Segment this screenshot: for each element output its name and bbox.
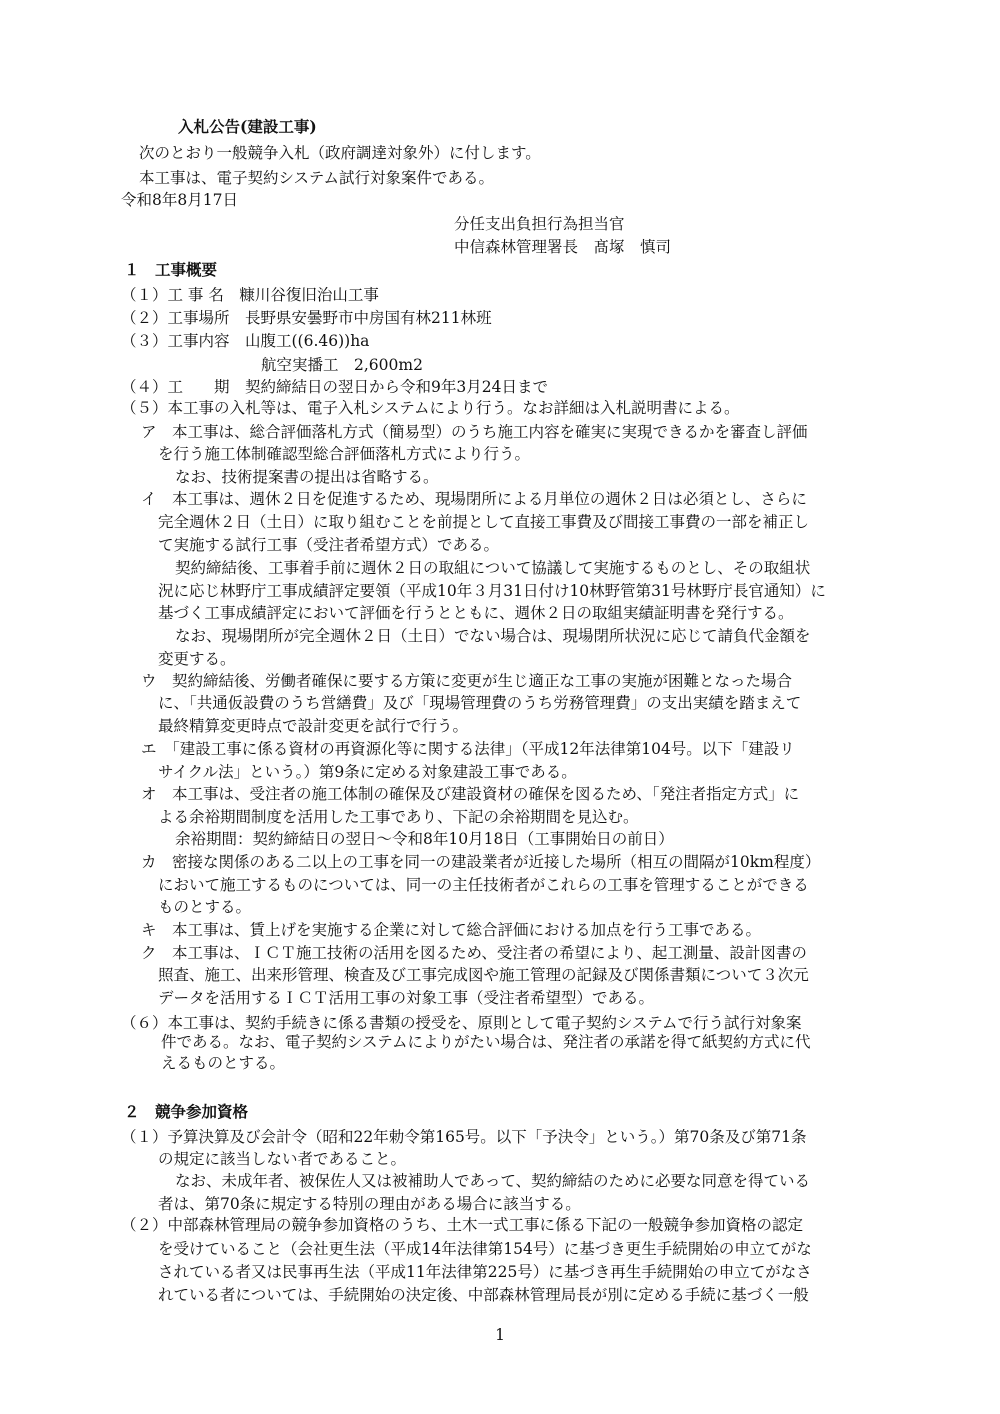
- list-item: （６）本工事は、契約手続きに係る書類の授受を、原則として電子契約システムで行う試行対象案: [121, 1014, 802, 1032]
- sub-item-continuation: 変更する。: [158, 650, 236, 668]
- notice-date: 令和8年8月17日: [121, 191, 238, 209]
- signer-name: 中信森林管理署長 髙塚 慎司: [454, 238, 672, 256]
- sub-item-continuation: データを活用するＩＣＴ活用工事の対象工事（受注者希望型）である。: [158, 989, 655, 1007]
- list-item-continuation: 航空実播工 2,600m2: [261, 356, 423, 374]
- sub-item-continuation: において施工するものについては、同一の主任技術者がこれらの工事を管理することができる: [158, 876, 809, 894]
- intro-line: 本工事は、電子契約システム試行対象案件である。: [139, 169, 494, 187]
- sub-item-continuation: 最終精算変更時点で設計変更を試行で行う。: [158, 717, 469, 735]
- list-item-continuation: の規定に該当しない者であること。: [158, 1150, 407, 1168]
- list-item: （５）本工事の入札等は、電子入札システムにより行う。なお詳細は入札説明書による。: [121, 399, 740, 417]
- sub-item: ウ 契約締結後、労働者確保に要する方策に変更が生じ適正な工事の実施が困難となった場合: [141, 672, 793, 690]
- sub-item-continuation: 照査、施工、出来形管理、検査及び工事完成図や施工管理の記録及び関係書類について３次元: [158, 966, 809, 984]
- list-item: （２）工事場所 長野県安曇野市中房国有林211林班: [121, 309, 492, 327]
- sub-item-continuation: なお、現場閉所が完全週休２日（土日）でない場合は、現場閉所状況に応じて請負代金額を: [175, 627, 811, 645]
- sub-item: カ 密接な関係のある二以上の工事を同一の建設業者が近接した場所（相互の間隔が10km程度）: [141, 853, 821, 871]
- list-item-continuation: えるものとする。: [161, 1054, 286, 1072]
- sub-item-continuation: 完全週休２日（土日）に取り組むことを前提として直接工事費及び間接工事費の一部を補正し: [158, 513, 810, 531]
- intro-line: 次のとおり一般競争入札（政府調達対象外）に付します。: [139, 144, 541, 162]
- sub-item-continuation: て実施する試行工事（受注者希望方式）である。: [158, 536, 500, 554]
- sub-item: オ 本工事は、受注者の施工体制の確保及び建設資材の確保を図るため、「発注者指定方式」に: [141, 785, 800, 803]
- notice-title: 入札公告(建設工事): [178, 117, 317, 136]
- list-item: （３）工事内容 山腹工((6.46))ha: [121, 332, 370, 350]
- list-item-continuation: れている者については、手続開始の決定後、中部森林管理局長が別に定める手続に基づく一般: [158, 1286, 809, 1304]
- sub-item: キ 本工事は、賃上げを実施する企業に対して総合評価における加点を行う工事である。: [141, 921, 762, 939]
- sub-item-continuation: なお、技術提案書の提出は省略する。: [175, 468, 439, 486]
- sub-item-continuation: に、「共通仮設費のうち営繕費」及び「現場管理費のうち労務管理費」の支出実績を踏まえて: [158, 694, 802, 712]
- list-item-continuation: なお、未成年者、被保佐人又は被補助人であって、契約締結のために必要な同意を得ている: [175, 1172, 811, 1190]
- list-item-continuation: を受けていること（会社更生法（平成14年法律第154号）に基づき更生手続開始の申立てがな: [158, 1240, 812, 1258]
- sub-item-continuation: よる余裕期間制度を活用した工事であり、下記の余裕期間を見込む。: [158, 808, 639, 826]
- sub-item-continuation: 契約締結後、工事着手前に週休２日の取組について協議して実施するものとし、その取組状: [175, 559, 811, 577]
- sub-item: ア 本工事は、総合評価落札方式（簡易型）のうち施工内容を確実に実現できるかを審査し評価: [141, 423, 808, 441]
- sub-item-continuation: 況に応じ林野庁工事成績評定要領（平成10年３月31日付け10林野管第31号林野庁長官通知）に: [158, 582, 826, 600]
- sub-item-continuation: を行う施工体制確認型総合評価落札方式により行う。: [158, 445, 531, 463]
- sub-item: イ 本工事は、週休２日を促進するため、現場閉所による月単位の週休２日は必須とし、さらに: [141, 490, 807, 508]
- sub-item: エ 「建設工事に係る資材の再資源化等に関する法律」（平成12年法律第104号。以下「建設リ: [141, 740, 795, 758]
- list-item-continuation: 者は、第70条に規定する特別の理由がある場合に該当する。: [158, 1195, 581, 1213]
- sub-item-continuation: サイクル法」という。）第9条に定める対象建設工事である。: [158, 763, 577, 781]
- section-heading: １ 工事概要: [124, 260, 218, 279]
- sub-item-continuation: 余裕期間：契約締結日の翌日～令和8年10月18日（工事開始日の前日）: [175, 830, 674, 848]
- section-heading: ２ 競争参加資格: [124, 1102, 249, 1121]
- list-item-continuation: 件である。なお、電子契約システムによりがたい場合は、発注者の承諾を得て紙契約方式に代: [161, 1033, 811, 1051]
- list-item: （１）予算決算及び会計令（昭和22年勅令第165号。以下「予決令」という。）第70条及び第71条: [121, 1128, 807, 1146]
- signer-title: 分任支出負担行為担当官: [454, 215, 625, 233]
- list-item: （２）中部森林管理局の競争参加資格のうち、土木一式工事に係る下記の一般競争参加資格の認定: [121, 1216, 804, 1234]
- sub-item-continuation: ものとする。: [158, 898, 252, 916]
- sub-item-continuation: 基づく工事成績評定において評価を行うとともに、週休２日の取組実績証明書を発行する。: [158, 604, 794, 622]
- list-item-continuation: されている者又は民事再生法（平成11年法律第225号）に基づき再生手続開始の申立てがなさ: [158, 1263, 812, 1281]
- page-number: 1: [495, 1326, 505, 1344]
- list-item: （１）工 事 名 糠川谷復旧治山工事: [121, 286, 379, 304]
- sub-item: ク 本工事は、ＩＣＴ施工技術の活用を図るため、受注者の希望により、起工測量、設計図書の: [141, 944, 807, 962]
- list-item: （４）工 期 契約締結日の翌日から令和9年3月24日まで: [121, 378, 548, 396]
